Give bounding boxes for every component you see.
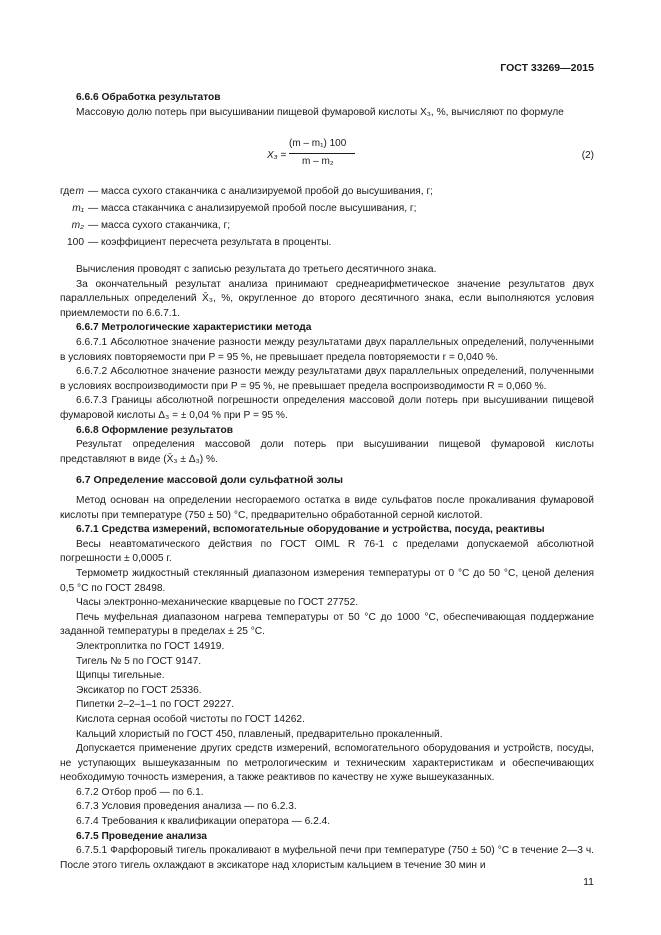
formula-lhs: X₃ =	[267, 150, 287, 161]
list-item: Печь муфельная диапазоном нагрева температуры от 50 °С до 1000 °С, обеспечивающая поддержание заданной температуры в пределах ± 25 °С.	[60, 611, 594, 638]
paragraph: Вычисления проводят с записью результата до третьего десятичного знака.	[76, 264, 437, 275]
fraction-bar	[289, 153, 355, 154]
section-title: 6.7.1 Средства измерений, вспомогательные оборудование и устройства, посуда, реактивы	[76, 524, 545, 536]
definition-row	[60, 220, 594, 237]
list-item: Часы электронно-механические кварцевые по ГОСТ 27752.	[76, 597, 359, 609]
list-item: Щипцы тигельные.	[76, 670, 165, 682]
paragraph: 6.6.7.2 Абсолютное значение разности между результатами двух параллельных определений, полученными в условиях воспроизводимости при P = 95 %, не превышает предела воспроизводимости R = 0,060 %.	[60, 366, 594, 392]
paragraph: Результат определения массовой доли потерь при высушивании пищевой фумаровой кислоты представляют в виде (X̄₃ ± Δ₃) %.	[60, 439, 594, 465]
paragraph: За окончательный результат анализа принимают среднеарифметическое значение результатов двух параллельных определений X̄₃, %, округленное до второго десятичного знака, если выполняются условия приемлемости по 6.6.7.1.	[60, 278, 594, 319]
definition-row	[60, 237, 594, 254]
variable-symbol: m	[75, 186, 84, 197]
variable-description: — коэффициент пересчета результата в проценты.	[88, 237, 332, 248]
paragraph: Метод основан на определении несгораемого остатка в виде сульфатов после прокаливания фумаровой кислоты при температуре (750 ± 50) °С, предварительно обработанной серной кислотой.	[60, 495, 594, 521]
list-item: Весы неавтоматического действия по ГОСТ OIML R 76-1 с пределами допускаемой абсолютной погрешности ± 0,0005 г.	[60, 538, 594, 565]
where-label: где	[60, 186, 75, 197]
definition-row	[60, 186, 594, 203]
list-item: Эксикатор по ГОСТ 25336.	[76, 684, 202, 696]
formula-numerator: (m – m₁) 100	[289, 138, 347, 149]
list-item: Тигель № 5 по ГОСТ 9147.	[76, 655, 202, 667]
variable-description: — масса сухого стаканчика, г;	[88, 220, 231, 231]
variable-definitions	[60, 186, 594, 254]
list-item: Кислота серная особой чистоты по ГОСТ 14262.	[76, 713, 305, 725]
paragraph: 6.7.3 Условия проведения анализа — по 6.2.3.	[76, 801, 297, 813]
document-page	[60, 0, 594, 935]
section-67-body	[60, 494, 594, 873]
formula-2	[60, 138, 594, 178]
paragraph: Массовую долю потерь при высушивании пищевой фумаровой кислоты X₃, %, вычисляют по формуле	[76, 106, 564, 118]
list-item: Пипетки 2–2–1–1 по ГОСТ 29227.	[76, 699, 235, 711]
list-item: Электроплитка по ГОСТ 14919.	[76, 640, 225, 652]
variable-description: — масса стаканчика с анализируемой пробой после высушивания, г;	[88, 203, 417, 214]
paragraph: 6.7.2 Отбор проб — по 6.1.	[76, 786, 204, 798]
definition-row	[60, 203, 594, 220]
section-title: 6.6.7 Метрологические характеристики метода	[76, 322, 312, 334]
paragraph: 6.7.4 Требования к квалификации оператора — 6.2.4.	[76, 816, 331, 828]
list-item: Термометр жидкостный стеклянный диапазоном измерения температуры от 0 °С до 50 °С, ценой деления 0,5 °С по ГОСТ 28498.	[60, 567, 594, 594]
section-666-results	[60, 263, 594, 467]
variable-symbol: 100	[67, 237, 84, 248]
formula-denominator: m – m₂	[302, 156, 334, 167]
section-title: 6.6.6 Обработка результатов	[76, 92, 221, 103]
variable-description: — масса сухого стаканчика с анализируемой пробой до высушивания, г;	[88, 186, 434, 197]
equation-number: (2)	[581, 150, 594, 161]
paragraph: 6.7.5.1 Фарфоровый тигель прокаливают в муфельной печи при температуре (750 ± 50) °С в течение 2—3 ч. После этого тигель охлаждают в эксикаторе над хлористым кальцием в течение 30 мин и	[60, 845, 594, 871]
variable-symbol: m₂	[71, 220, 84, 231]
section-title: 6.6.8 Оформление результатов	[76, 424, 234, 436]
page-number: 11	[583, 876, 594, 888]
section-title: 6.7.5 Проведение анализа	[76, 830, 207, 842]
section-title: 6.7 Определение массовой доли сульфатной золы	[76, 474, 343, 486]
paragraph: 6.6.7.1 Абсолютное значение разности между результатами двух параллельных определений, полученными в условиях повторяемости при P = 95 %, не превышает предела повторяемости r = 0,040 %.	[60, 336, 594, 363]
variable-symbol: m₁	[72, 203, 84, 214]
section-67	[60, 473, 594, 488]
section-666	[60, 91, 594, 120]
paragraph: 6.6.7.3 Границы абсолютной погрешности определения массовой доли потерь при высушивании пищевой фумаровой кислоты Δ₃ = ± 0,04 % при P = 95 %.	[60, 395, 594, 421]
list-item: Кальций хлористый по ГОСТ 450, плавленый, предварительно прокаленный.	[76, 728, 443, 740]
standard-header: ГОСТ 33269—2015	[500, 62, 594, 74]
list-item: Допускается применение других средств измерений, вспомогательного оборудования и устройств, посуды, не уступающих вышеуказанным по метрологическим и техническим характеристикам и обеспечивающих необходимую точность измерения, а также реактивов по качеству не хуже вышеуказанных.	[60, 743, 594, 784]
